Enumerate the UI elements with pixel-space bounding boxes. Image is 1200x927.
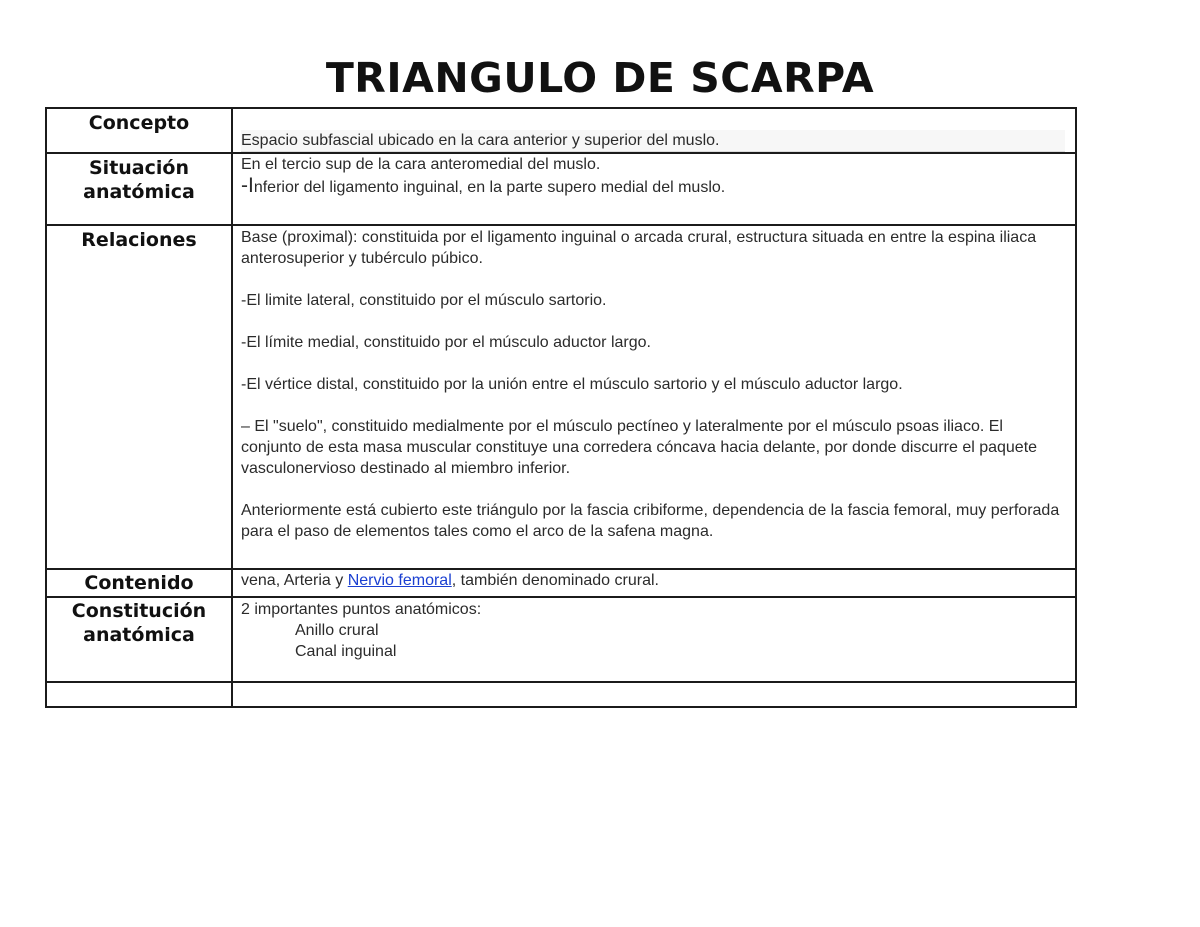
table-row-concepto bbox=[46, 108, 1076, 153]
row-label-contenido: Contenido bbox=[46, 569, 232, 597]
relaciones-paragraph: -El límite medial, constituido por el músculo aductor largo. bbox=[241, 334, 651, 351]
row-content-constitucion bbox=[232, 597, 1076, 682]
table-row-empty bbox=[46, 682, 1076, 707]
table-row-relaciones bbox=[46, 225, 1076, 569]
row-content-contenido bbox=[232, 569, 1076, 597]
concepto-text: Espacio subfascial ubicado en la cara anterior y superior del muslo. bbox=[241, 130, 1065, 152]
row-label-relaciones: Relaciones bbox=[46, 225, 232, 569]
row-content-relaciones bbox=[232, 225, 1076, 569]
constitucion-label-line2: anatómica bbox=[83, 624, 195, 646]
row-content-empty bbox=[232, 682, 1076, 707]
row-label-empty bbox=[46, 682, 232, 707]
list-item: Canal inguinal bbox=[295, 643, 397, 660]
list-item: Anillo crural bbox=[295, 622, 379, 639]
relaciones-paragraph: – El "suelo", constituido medialmente por el músculo pectíneo y lateralmente por el músculo psoas iliaco. El conjunto de esta masa muscular constituye una corredera cóncava hacia delante, por donde discurre el paquete vasculonervioso destinado al miembro inferior. bbox=[241, 418, 1038, 477]
table-row-contenido bbox=[46, 569, 1076, 597]
row-content-concepto bbox=[232, 108, 1076, 153]
constitucion-label-line1: Constitución bbox=[71, 600, 207, 622]
situacion-label-line1: Situación bbox=[89, 157, 189, 179]
scarpa-table bbox=[45, 107, 1077, 708]
contenido-text-after: , también denominado crural. bbox=[451, 572, 659, 589]
situacion-label-line2: anatómica bbox=[83, 181, 195, 203]
table-row-situacion bbox=[46, 153, 1076, 225]
situacion-line2-prefix: -I bbox=[241, 174, 254, 197]
relaciones-paragraph: -El limite lateral, constituido por el músculo sartorio. bbox=[241, 292, 607, 309]
contenido-text-before: vena, Arteria y bbox=[241, 572, 348, 589]
situacion-line2-rest: nferior del ligamento inguinal, en la parte supero medial del muslo. bbox=[253, 179, 726, 196]
row-label-constitucion bbox=[46, 597, 232, 682]
constitucion-intro: 2 importantes puntos anatómicos: bbox=[241, 601, 482, 618]
table-row-constitucion bbox=[46, 597, 1076, 682]
page-title: TRIANGULO DE SCARPA bbox=[325, 54, 875, 102]
relaciones-paragraph: -El vértice distal, constituido por la unión entre el músculo sartorio y el músculo aductor largo. bbox=[241, 376, 903, 393]
row-content-situacion bbox=[232, 153, 1076, 225]
row-label-concepto: Concepto bbox=[46, 108, 232, 153]
relaciones-paragraph: Anteriormente está cubierto este triángulo por la fascia cribiforme, dependencia de la fascia femoral, muy perforada para el paso de elementos tales como el arco de la safena magna. bbox=[241, 502, 1060, 540]
situacion-line2 bbox=[241, 175, 1065, 198]
row-label-situacion bbox=[46, 153, 232, 225]
situacion-line1: En el tercio sup de la cara anteromedial del muslo. bbox=[241, 156, 601, 173]
relaciones-paragraph: Base (proximal): constituida por el ligamento inguinal o arcada crural, estructura situada en entre la espina iliaca anterosuperior y tubérculo púbico. bbox=[241, 229, 1037, 267]
nervio-femoral-link[interactable]: Nervio femoral bbox=[347, 572, 452, 589]
